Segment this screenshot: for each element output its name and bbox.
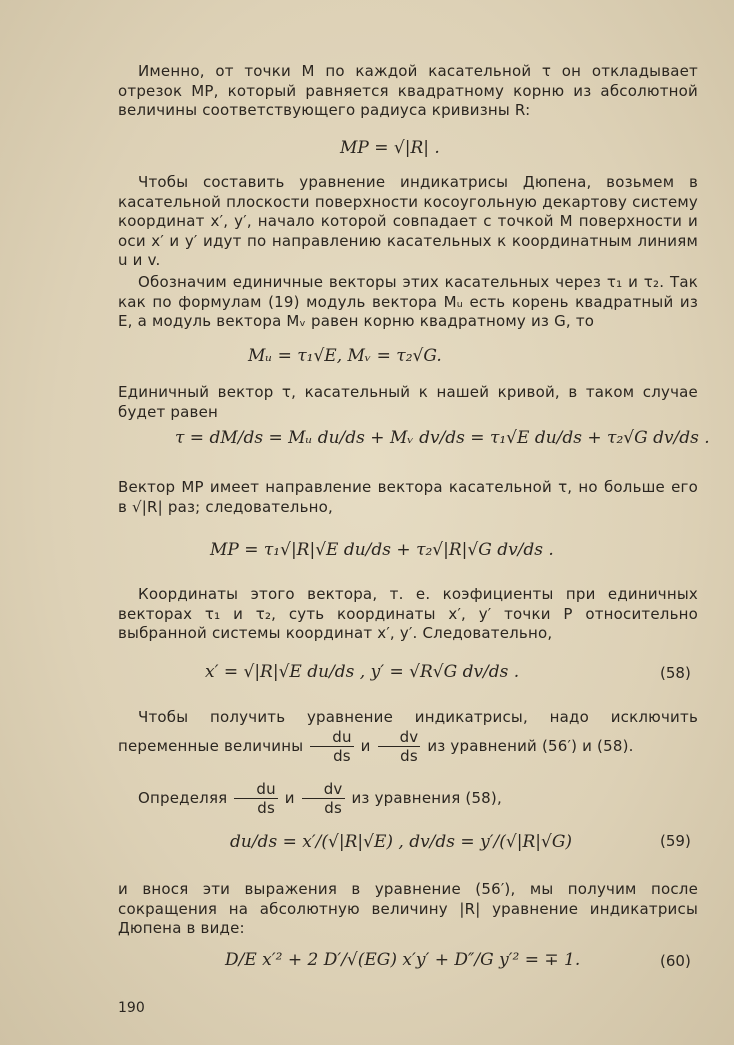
paragraph-7-start: Чтобы получить уравнение индикатрисы, надо исключить переменные величины xyxy=(118,708,698,755)
paragraph-8 xyxy=(118,780,698,817)
formula-mp-sqrt-r: MP = √|R| . xyxy=(340,138,440,158)
paragraph-7 xyxy=(118,706,698,765)
fraction-dv-ds: $\frac{dv}{ds}$ xyxy=(378,728,421,765)
formula-mu-mv: Mᵤ = τ₁√E, Mᵥ = τ₂√G. xyxy=(248,346,442,366)
paragraph-7-end: из уравнений (56′) и (58). xyxy=(427,737,634,755)
fraction-du-ds: $\frac{du}{ds}$ xyxy=(310,728,353,765)
paragraph-5: Вектор MP имеет направление вектора касательной τ, но больше его в √|R| раз; следовательно, xyxy=(118,478,698,516)
formula-58: x′ = √|R|√E du/ds , y′ = √R√G dv/ds . xyxy=(205,662,520,682)
paragraph-2: Чтобы составить уравнение индикатрисы Дюпена, возьмем в касательной плоскости поверхности косоугольную декартову систему координат x′, y′, начало которой совпадает с точкой M поверхности и оси x′ и y′ идут по направлению касательных к координатным линиям u и v. xyxy=(118,173,698,269)
paragraph-1: Именно, от точки M по каждой касательной τ он откладывает отрезок MP, который равняется квадратному корню из абсолютной величины соответствующего радиуса кривизны R: xyxy=(118,62,698,119)
paragraph-8-end: из уравнения (58), xyxy=(351,789,502,807)
equation-number-60: (60) xyxy=(660,952,691,970)
paragraph-8-and: и xyxy=(284,789,295,807)
equation-number-59: (59) xyxy=(660,832,691,850)
formula-tau: τ = dM/ds = Mᵤ du/ds + Mᵥ dv/ds = τ₁√E du/ds + τ₂√G dv/ds . xyxy=(175,428,710,448)
paragraph-4: Единичный вектор τ, касательный к нашей кривой, в таком случае будет равен xyxy=(118,383,698,421)
paragraph-9: и внося эти выражения в уравнение (56′), мы получим после сокращения на абсолютную величину |R| уравнение индикатрисы Дюпена в виде: xyxy=(118,880,698,937)
equation-number-58: (58) xyxy=(660,664,691,682)
paragraph-8-start: Определяя xyxy=(138,789,228,807)
formula-59: du/ds = x′/(√|R|√E) , dv/ds = y′/(√|R|√G) xyxy=(230,832,573,852)
formula-60: D/E x′² + 2 D′/√(EG) x′y′ + D″/G y′² = ∓ 1. xyxy=(225,950,581,970)
fraction-du-ds-2: $\frac{du}{ds}$ xyxy=(234,780,277,817)
fraction-dv-ds-2: $\frac{dv}{ds}$ xyxy=(302,780,345,817)
paragraph-3: Обозначим единичные векторы этих касательных через τ₁ и τ₂. Так как по формулам (19) модуль вектора Mᵤ есть корень квадратный из E, а модуль вектора Mᵥ равен корню квадратному из G, то xyxy=(118,273,698,330)
paragraph-6: Координаты этого вектора, т. е. коэфициенты при единичных векторах τ₁ и τ₂, суть координаты x′, y′ точки P относительно выбранной системы координат x′, y′. Следовательно, xyxy=(118,585,698,642)
page-number: 190 xyxy=(118,1000,145,1016)
formula-mp-vector: MP = τ₁√|R|√E du/ds + τ₂√|R|√G dv/ds . xyxy=(210,540,554,560)
paragraph-7-and: и xyxy=(360,737,371,755)
